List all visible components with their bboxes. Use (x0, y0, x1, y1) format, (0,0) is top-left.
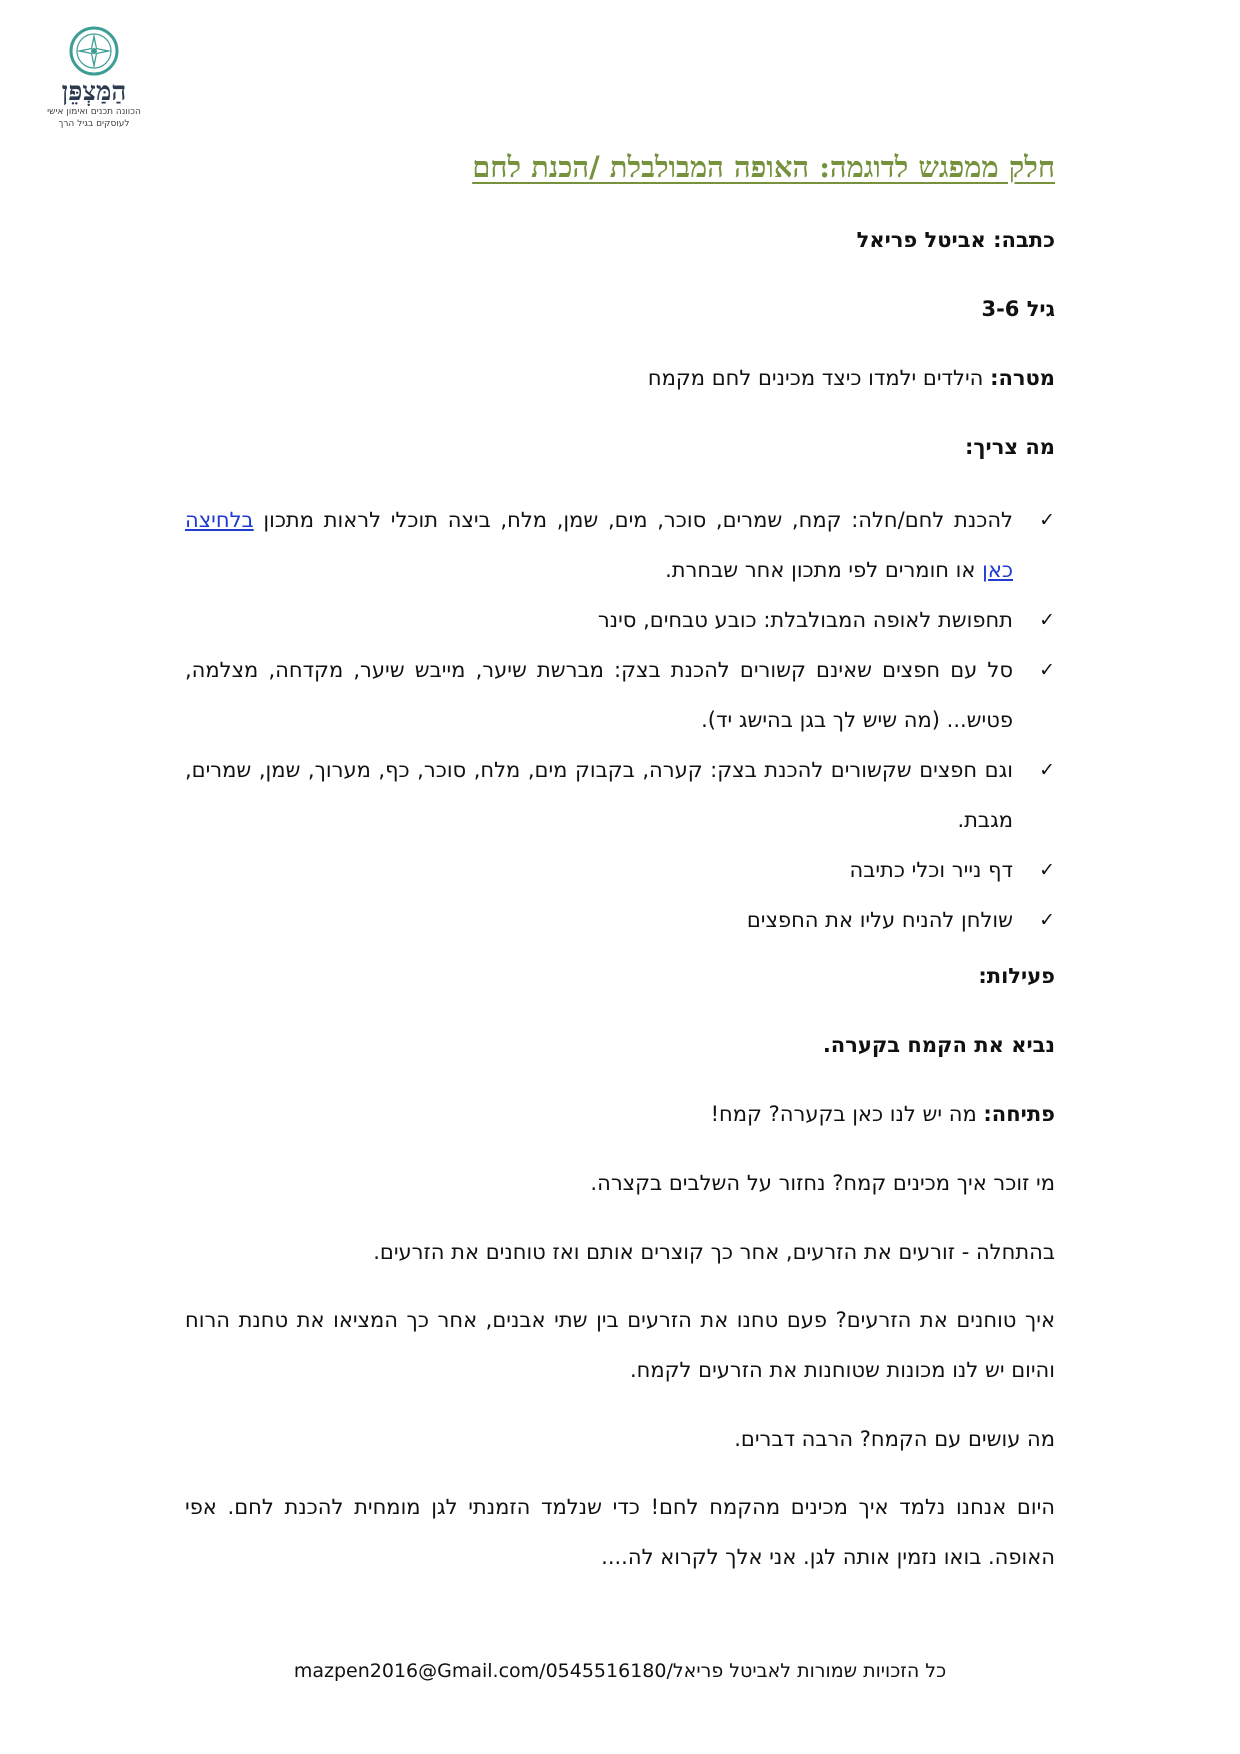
recipe-link[interactable]: בלחיצה כאן (185, 508, 1013, 582)
age-label: גיל (1026, 297, 1055, 321)
checkmark-icon: ✓ (1039, 609, 1055, 631)
age-value: 3-6 (981, 297, 1020, 321)
logo (38, 26, 150, 130)
needs-item-text: וגם חפצים שקשורים להכנת בצק: קערה, בקבוק מים, מלח, סוכר, כף, מערוך, שמן, שמרים, מגבת. (185, 758, 1013, 832)
needs-item-text: להכנת לחם/חלה: קמח, שמרים, סוכר, מים, שמן, מלח, ביצה תוכלי לראות מתכון (253, 508, 1013, 532)
opening-label: פתיחה: (983, 1102, 1055, 1126)
opening-text: מה יש לנו כאן בקערה? קמח! (710, 1102, 977, 1126)
paragraph-1: מי זוכר איך מכינים קמח? נחזור על השלבים בקצרה. (590, 1171, 1055, 1195)
needs-heading: מה צריך: (965, 435, 1055, 459)
logo-tagline-2: לעוסקים בגיל הרך (58, 119, 130, 129)
author-label: כתבה: (993, 228, 1055, 252)
list-item (185, 845, 1055, 895)
needs-item-text: תחפושת לאופה המבולבלת: כובע טבחים, סינר (597, 608, 1013, 632)
list-item (185, 595, 1055, 645)
paragraph-3: איך טוחנים את הזרעים? פעם טחנו את הזרעים בין שתי אבנים, אחר כך המציאו את טחנת הרוח והיום יש לנו מכונות שטוחנות את הזרעים לקמח. (185, 1308, 1055, 1382)
needs-item-text: שולחן להניח עליו את החפצים (746, 908, 1013, 932)
activities-subheading: נביא את הקמח בקערה. (822, 1033, 1055, 1057)
goal-label: מטרה: (990, 366, 1055, 390)
opening-line (711, 1098, 1055, 1130)
age-line (981, 293, 1055, 325)
goal-text: הילדים ילמדו כיצד מכינים לחם מקמח (647, 366, 984, 390)
checkmark-icon: ✓ (1039, 509, 1055, 531)
needs-item-text: או חומרים לפי מתכון אחר שבחרת. (665, 558, 983, 582)
needs-list (185, 495, 1055, 945)
checkmark-icon: ✓ (1039, 909, 1055, 931)
page-title: חלק ממפגש לדוגמה: האופה המבולבלת /הכנת לחם (472, 150, 1055, 184)
checkmark-icon: ✓ (1039, 859, 1055, 881)
checkmark-icon: ✓ (1039, 659, 1055, 681)
list-item (185, 745, 1055, 845)
logo-tagline-1: הכוונה תכנים ואימון אישי (47, 107, 141, 117)
footer-rights: כל הזכויות שמורות לאביטל פריאל/ (666, 1660, 947, 1682)
list-item (185, 495, 1055, 595)
author-line (857, 224, 1055, 256)
logo-name: הַמַּצְפֵּן (61, 77, 127, 107)
checkmark-icon: ✓ (1039, 759, 1055, 781)
paragraph-2: בהתחלה - זורעים את הזרעים, אחר כך קוצרים אותם ואז טוחנים את הזרעים. (373, 1240, 1055, 1264)
needs-item-text: דף נייר וכלי כתיבה (849, 858, 1013, 882)
list-item (185, 645, 1055, 745)
paragraph-4: מה עושים עם הקמח? הרבה דברים. (734, 1427, 1055, 1451)
footer (0, 1658, 1240, 1684)
author-name: אביטל פריאל (856, 228, 986, 252)
needs-item-text: סל עם חפצים שאינם קשורים להכנת בצק: מברשת שיער, מייבש שיער, מקדחה, מצלמה, פטיש... (מה שיש לך בגן בהישג יד). (185, 658, 1013, 732)
footer-contact: mazpen2016@Gmail.com/0545516180 (293, 1660, 667, 1682)
list-item (185, 895, 1055, 945)
activities-heading: פעילות: (978, 964, 1055, 988)
goal-line (648, 362, 1055, 394)
compass-icon (69, 26, 119, 76)
paragraph-5: היום אנחנו נלמד איך מכינים מהקמח לחם! כדי שנלמד הזמנתי לגן מומחית להכנת לחם. אפי האופה. בואו נזמין אותה לגן. אני אלך לקרוא לה.... (185, 1495, 1055, 1569)
